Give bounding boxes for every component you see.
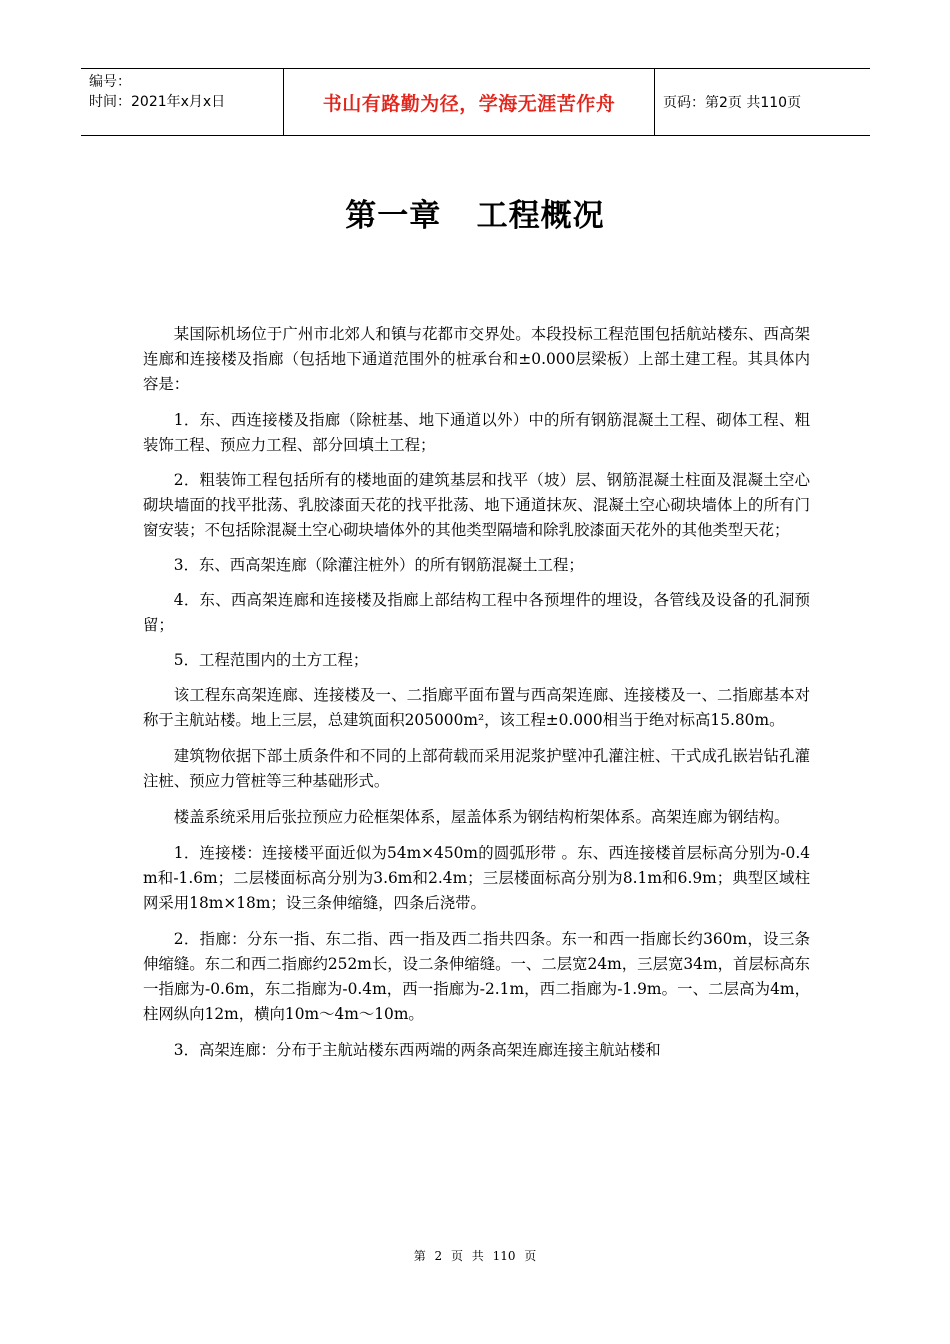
document-body (143, 322, 810, 1074)
time-label: 时间：2021年x月x日 (89, 94, 226, 110)
chapter-title: 第一章 工程概况 (345, 198, 605, 234)
paragraph-item-4: 4．东、西高架连廊和连接楼及指廊上部结构工程中各预埋件的埋设，各管线及设备的孔洞预留； (143, 591, 810, 634)
paragraph-structure: 楼盖系统采用后张拉预应力砼框架体系，屋盖体系为钢结构桁架体系。高架连廊为钢结构。 (173, 808, 790, 826)
paragraph-layout: 该工程东高架连廊、连接楼及一、二指廊平面布置与西高架连廊、连接楼及一、二指廊基本对称于主航站楼。地上三层，总建筑面积205000m²，该工程±0.000相当于绝对标高15.80m。 (143, 686, 810, 729)
number-label: 编号： (89, 74, 131, 90)
paragraph-connector-building: 1．连接楼：连接楼平面近似为54m×450m的圆弧形带 。东、西连接楼首层标高分别为-0.4m和-1.6m；二层楼面标高分别为3.6m和2.4m；三层楼面标高分别为8.1m和6.9m；典型区域柱网采用18m×18m；设三条伸缩缝，四条后浇带。 (143, 844, 810, 912)
paragraph-intro: 某国际机场位于广州市北郊人和镇与花都市交界处。本段投标工程范围包括航站楼东、西高架连廊和连接楼及指廊（包括地下通道范围外的桩承台和±0.000层梁板）上部土建工程。其具体内容是： (143, 325, 810, 393)
header-meta (81, 69, 283, 135)
header-motto: 书山有路勤为径，学海无涯苦作舟 (283, 69, 655, 135)
page-header (81, 68, 870, 136)
page-footer: 第 2 页 共 110 页 (413, 1249, 537, 1263)
paragraph-elevated-corridor: 3．高架连廊：分布于主航站楼东西两端的两条高架连廊连接主航站楼和 (173, 1041, 661, 1059)
paragraph-item-2: 2．粗装饰工程包括所有的楼地面的建筑基层和找平（坡）层、钢筋混凝土柱面及混凝土空心砌块墙面的找平批荡、乳胶漆面天花的找平批荡、地下通道抹灰、混凝土空心砌块墙体上的所有门窗安装；不包括除混凝土空心砌块墙体外的其他类型隔墙和除乳胶漆面天花外的其他类型天花； (143, 471, 810, 539)
paragraph-finger-piers: 2．指廊：分东一指、东二指、西一指及西二指共四条。东一和西一指廊长约360m，设三条伸缩缝。东二和西二指廊约252m长，设二条伸缩缝。一、二层宽24m，三层宽34m，首层标高东一指廊为-0.6m，东二指廊为-0.4m，西一指廊为-2.1m，西二指廊为-1.9m。一、二层高为4m，柱网纵向12m，横向10m～4m～10m。 (143, 930, 810, 1023)
paragraph-item-5: 5．工程范围内的土方工程； (173, 651, 369, 669)
header-page-number: 页码：第2页 共110页 (663, 95, 802, 111)
paragraph-item-3: 3．东、西高架连廊（除灌注桩外）的所有钢筋混凝土工程； (173, 556, 584, 574)
paragraph-item-1: 1．东、西连接楼及指廊（除桩基、地下通道以外）中的所有钢筋混凝土工程、砌体工程、粗装饰工程、预应力工程、部分回填土工程； (143, 411, 810, 454)
paragraph-foundation: 建筑物依据下部土质条件和不同的上部荷载而采用泥浆护壁冲孔灌注桩、干式成孔嵌岩钻孔灌注桩、预应力管桩等三种基础形式。 (143, 747, 810, 790)
